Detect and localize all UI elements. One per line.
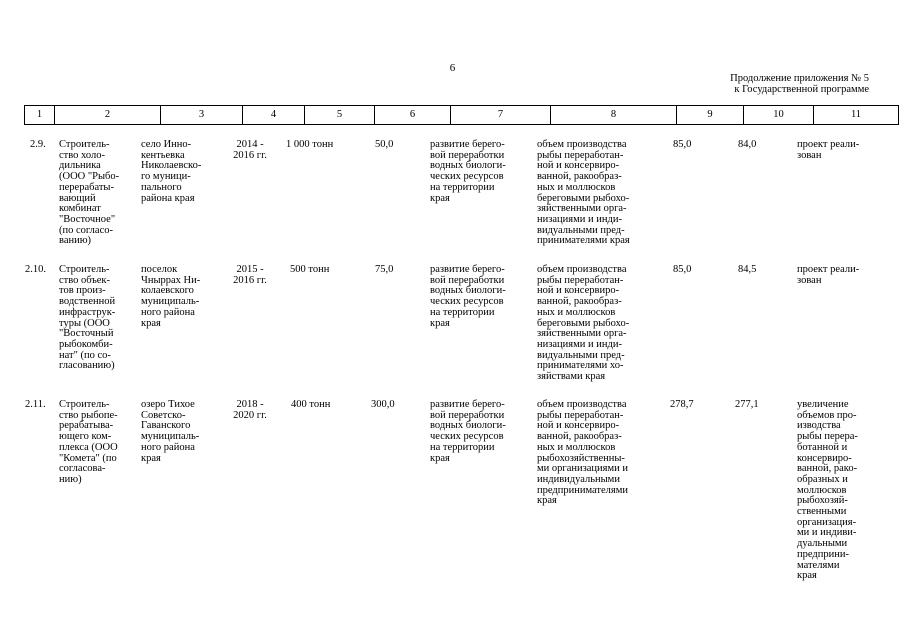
value-col9: 85,0 (673, 264, 692, 275)
value-col10: 84,5 (738, 264, 757, 275)
column-header: 8 (550, 105, 676, 125)
column-header: 1 (24, 105, 54, 125)
indicator: объем производства рыбы переработан- ной и консервиро- ванной, ракообраз- ных и моллюсков рыбохозяйственны- ми организациями и индивидуальными предпринимателями края (537, 399, 629, 507)
column-header: 4 (242, 105, 304, 125)
column-header: 9 (676, 105, 743, 125)
goal: развитие берего- вой переработки водных биологи- ческих ресурсов на территории края (430, 264, 506, 329)
appendix-caption (730, 73, 869, 95)
period: 2018 - 2020 гг. (233, 399, 267, 421)
column-header: 2 (54, 105, 160, 125)
column-header: 7 (450, 105, 550, 125)
value-col9: 278,7 (670, 399, 694, 410)
value-col10: 277,1 (735, 399, 759, 410)
column-header: 6 (374, 105, 450, 125)
column-header: 11 (813, 105, 899, 125)
location: поселок Чныррах Ни- колаевского муниципаль- ного района края (141, 264, 201, 329)
value-col10: 84,0 (738, 139, 757, 150)
object-name: Строитель- ство объек- тов произ- водственной инфраструк- туры (ООО "Восточный рыбокомби- нат" (по со- гласованию) (59, 264, 116, 372)
status: увеличение объемов про- изводства рыбы перера- ботанной и консервиро- ванной, рако- образных и моллюсков рыбохозяй- ственными организация- ми и индиви- дуальными предприни- мателями края (797, 399, 858, 582)
goal: развитие берего- вой переработки водных биологи- ческих ресурсов на территории края (430, 399, 506, 464)
value-col9: 85,0 (673, 139, 692, 150)
status: проект реали- зован (797, 264, 860, 286)
status: проект реали- зован (797, 139, 860, 161)
capacity: 1 000 тонн (286, 139, 334, 150)
value-col6: 50,0 (375, 139, 394, 150)
row-number: 2.10. (25, 264, 46, 275)
location: озеро Тихое Советско- Гаванского муниципаль- ного района края (141, 399, 200, 464)
column-header: 3 (160, 105, 242, 125)
period: 2015 - 2016 гг. (233, 264, 267, 286)
object-name: Строитель- ство холо- дильника (ООО "Рыбо- перерабаты- вающий комбинат "Восточное" (по согласо- ванию) (59, 139, 120, 247)
object-name: Строитель- ство рыбопе- рерабатыва- ющего ком- плекса (ООО "Комета" (по согласова- нию) (59, 399, 118, 485)
indicator: объем производства рыбы переработан- ной и консервиро- ванной, ракообраз- ных и моллюсков береговыми рыбохо- зяйственными орга- низациями и инди- видуальными пред- принимателями хо- зяйствами края (537, 264, 630, 383)
value-col6: 75,0 (375, 264, 394, 275)
period: 2014 - 2016 гг. (233, 139, 267, 161)
appendix-line-2: к Государственной программе (734, 84, 869, 95)
goal: развитие берего- вой переработки водных биологи- ческих ресурсов на территории края (430, 139, 506, 204)
value-col6: 300,0 (371, 399, 395, 410)
column-header: 5 (304, 105, 374, 125)
column-header: 10 (743, 105, 813, 125)
row-number: 2.11. (25, 399, 46, 410)
page-number: 6 (449, 62, 456, 74)
indicator: объем производства рыбы переработан- ной и консервиро- ванной, ракообраз- ных и моллюсков береговыми рыбохо- зяйственными орга- низациями и инди- видуальными пред- принимателями края (537, 139, 630, 247)
capacity: 400 тонн (291, 399, 331, 410)
appendix-line-1: Продолжение приложения № 5 (730, 73, 869, 84)
location: село Инно- кентьевка Николаевско- го муници- пального района края (141, 139, 202, 204)
row-number: 2.9. (30, 139, 46, 150)
capacity: 500 тонн (290, 264, 330, 275)
